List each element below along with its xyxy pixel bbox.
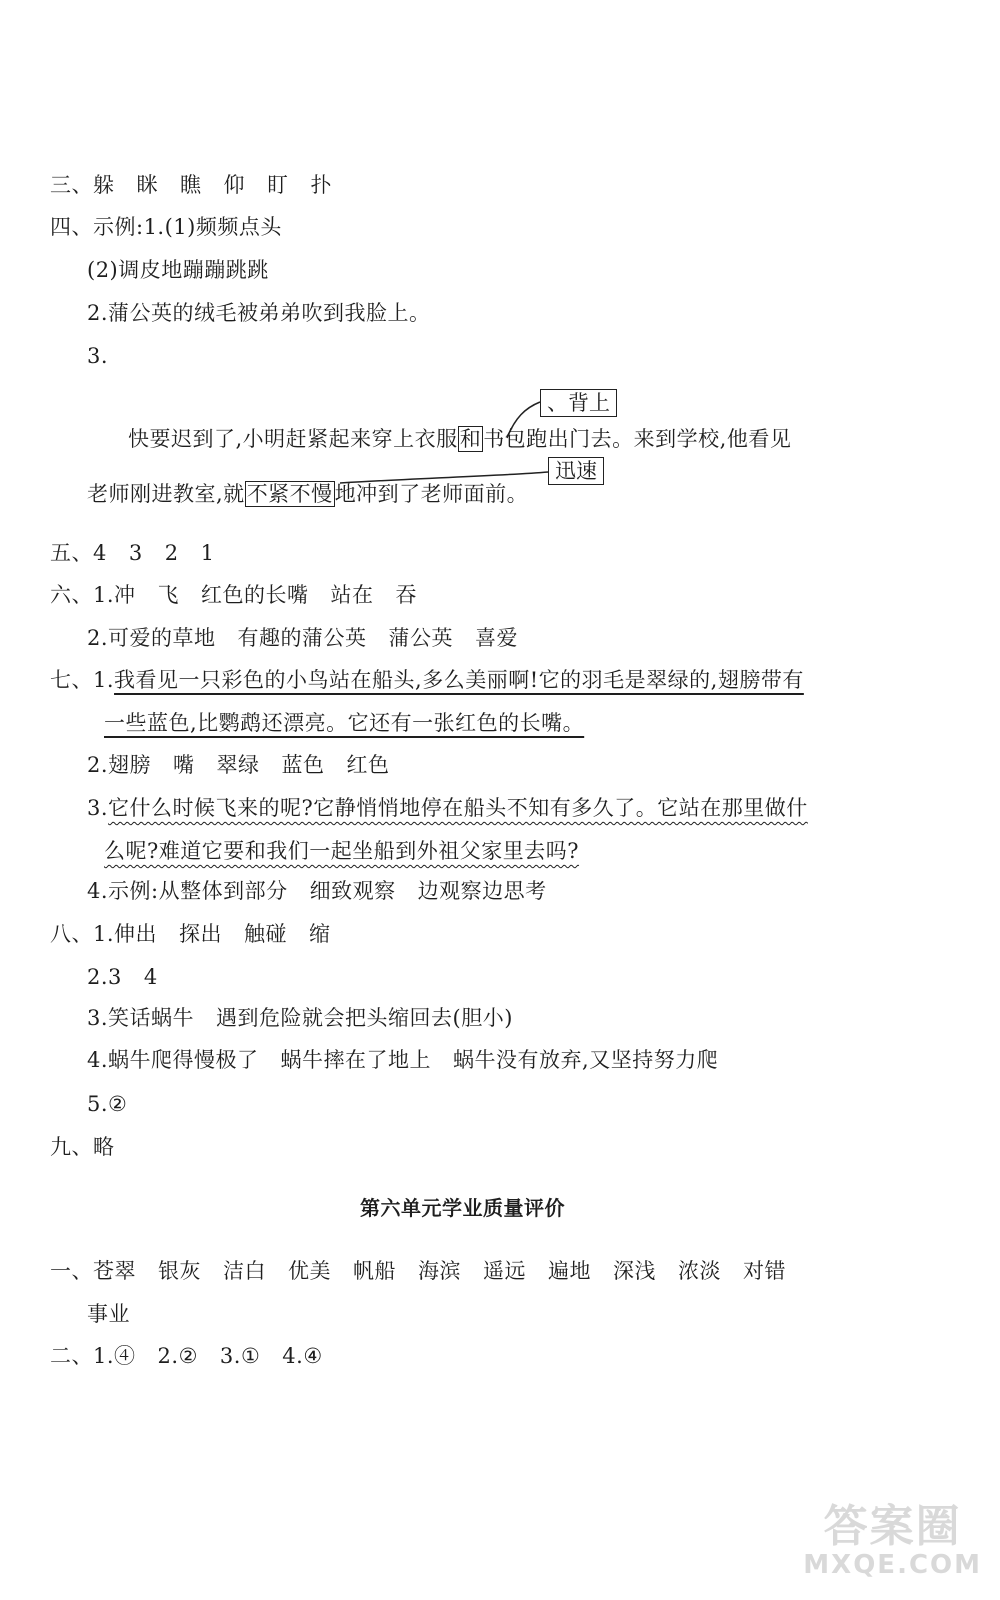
item: 银灰 bbox=[158, 1259, 201, 1283]
item: 优美 bbox=[288, 1259, 331, 1283]
item: 蓝色 bbox=[281, 753, 325, 777]
item: 洁白 bbox=[223, 1259, 266, 1283]
section-3-prefix: 三、 bbox=[50, 173, 93, 197]
item: 2 bbox=[164, 541, 179, 565]
watermark-logo bbox=[803, 1490, 982, 1580]
item: 苍翠 bbox=[93, 1259, 136, 1283]
item: 对错 bbox=[743, 1259, 786, 1283]
prefix: 4. bbox=[87, 1048, 109, 1072]
section-7-line-6 bbox=[87, 876, 547, 906]
prefix: 2. bbox=[87, 753, 109, 777]
item: 飞 bbox=[157, 583, 180, 607]
section-6-line-2 bbox=[87, 623, 518, 653]
section-7-line-3 bbox=[87, 750, 390, 780]
section-8-line-1 bbox=[50, 919, 331, 949]
paragraph-line-2 bbox=[87, 479, 528, 509]
item: 嘴 bbox=[173, 753, 195, 777]
item: 2.② bbox=[157, 1344, 198, 1368]
prefix: 二、 bbox=[50, 1344, 93, 1368]
section-7-line-1 bbox=[50, 665, 804, 695]
item: 翅膀 bbox=[108, 753, 152, 777]
item: 吞 bbox=[395, 583, 418, 607]
wavy-underlined-sentence: 它什么时候飞来的呢?它静悄悄地停在船头不知有多久了。它站在那里做什 bbox=[108, 796, 808, 820]
unit6-section-1-line-1 bbox=[50, 1256, 786, 1286]
section-4-line-4: 3. bbox=[87, 344, 109, 368]
item: 红色 bbox=[346, 753, 390, 777]
item: 海滨 bbox=[418, 1259, 461, 1283]
item: 翠绿 bbox=[216, 753, 260, 777]
prefix: 2. bbox=[87, 626, 109, 650]
watermark-bottom: MXQE.COM bbox=[803, 1550, 982, 1580]
item: 从整体到部分 bbox=[158, 879, 288, 903]
section-8-line-3 bbox=[87, 1003, 513, 1033]
item: 有趣的蒲公英 bbox=[237, 626, 367, 650]
word: 仰 bbox=[223, 173, 245, 197]
watermark-top: 答案圈 bbox=[823, 1501, 962, 1552]
item: 红色的长嘴 bbox=[201, 583, 309, 607]
prefix: 六、1. bbox=[50, 583, 115, 607]
item: 冲 bbox=[114, 583, 136, 607]
item: 深浅 bbox=[613, 1259, 656, 1283]
underlined-sentence: 我看见一只彩色的小鸟站在船头,多么美丽啊!它的羽毛是翠绿的,翅膀带有 bbox=[114, 668, 804, 692]
section-7-line-4 bbox=[87, 793, 808, 823]
section-4-line-3: 2.蒲公英的绒毛被弟弟吹到我脸上。 bbox=[87, 301, 431, 325]
prefix: 2. bbox=[87, 965, 109, 989]
word: 盯 bbox=[267, 173, 289, 197]
section-8-line-5: 5.② bbox=[87, 1092, 128, 1116]
prefix: 八、1. bbox=[50, 922, 115, 946]
text-segment: 地冲到了老师面前。 bbox=[334, 482, 529, 506]
prefix: 3. bbox=[87, 1006, 109, 1030]
section-9-line: 九、略 bbox=[50, 1135, 115, 1159]
word: 躲 bbox=[93, 173, 115, 197]
item: 遥远 bbox=[483, 1259, 526, 1283]
section-7-line-5 bbox=[104, 836, 579, 866]
item: 探出 bbox=[179, 922, 223, 946]
callout-insert: 、背上 bbox=[540, 389, 617, 417]
word: 眯 bbox=[136, 173, 158, 197]
section-6-line-1 bbox=[50, 580, 417, 610]
item: 浓淡 bbox=[678, 1259, 721, 1283]
section-5-prefix: 五、 bbox=[50, 541, 93, 565]
section-5-line bbox=[50, 538, 215, 568]
item: 蜗牛没有放弃,又坚持努力爬 bbox=[453, 1048, 719, 1072]
item: 4 bbox=[143, 965, 158, 989]
text-segment: 老师刚进教室,就 bbox=[87, 482, 245, 506]
section-7-line-2 bbox=[104, 708, 584, 738]
prefix: 一、 bbox=[50, 1259, 93, 1283]
item: 帆船 bbox=[353, 1259, 396, 1283]
item: 3 bbox=[108, 965, 122, 989]
item: 细致观察 bbox=[309, 879, 396, 903]
item: 3 bbox=[128, 541, 143, 565]
section-4-line-1: 四、示例:1.(1)频频点头 bbox=[50, 215, 282, 239]
item: 遇到危险就会把头缩回去(胆小) bbox=[216, 1006, 513, 1030]
item: 触碰 bbox=[244, 922, 288, 946]
word: 瞧 bbox=[180, 173, 202, 197]
item: 蜗牛摔在了地上 bbox=[280, 1048, 432, 1072]
prefix: 七、1. bbox=[50, 668, 115, 692]
prefix: 4.示例: bbox=[87, 879, 159, 903]
section-8-line-2 bbox=[87, 962, 158, 992]
item: 1 bbox=[200, 541, 215, 565]
item: 3.① bbox=[219, 1344, 261, 1368]
item: 4 bbox=[93, 541, 107, 565]
unit6-section-1-line-2: 事业 bbox=[87, 1302, 130, 1326]
item: 1.④ bbox=[93, 1344, 136, 1368]
item: 蒲公英 bbox=[388, 626, 454, 650]
boxed-phrase: 不紧不慢 bbox=[246, 482, 333, 506]
item: 4.④ bbox=[282, 1344, 323, 1368]
paragraph-line-1 bbox=[128, 424, 791, 454]
word: 扑 bbox=[310, 173, 332, 197]
callout-replace: 迅速 bbox=[548, 457, 604, 485]
unit-6-title: 第六单元学业质量评价 bbox=[360, 1196, 565, 1220]
text-segment: 快要迟到了,小明赶紧起来穿上衣服 bbox=[128, 427, 458, 451]
item: 可爱的草地 bbox=[108, 626, 216, 650]
item: 伸出 bbox=[114, 922, 158, 946]
section-4-line-2: (2)调皮地蹦蹦跳跳 bbox=[87, 258, 269, 282]
item: 笑话蜗牛 bbox=[108, 1006, 195, 1030]
unit6-section-2-line bbox=[50, 1341, 323, 1371]
item: 站在 bbox=[330, 583, 374, 607]
item: 遍地 bbox=[548, 1259, 591, 1283]
underlined-sentence: 一些蓝色,比鹦鹉还漂亮。它还有一张红色的长嘴。 bbox=[104, 711, 585, 735]
prefix: 3. bbox=[87, 796, 109, 820]
item: 边观察边思考 bbox=[417, 879, 547, 903]
wavy-underlined-sentence: 么呢?难道它要和我们一起坐船到外祖父家里去吗? bbox=[104, 839, 580, 863]
item: 喜爱 bbox=[475, 626, 519, 650]
item: 蜗牛爬得慢极了 bbox=[108, 1048, 259, 1072]
section-8-line-4 bbox=[87, 1045, 718, 1075]
item: 缩 bbox=[309, 922, 331, 946]
text-segment: 书包跑出门去。来到学校,他看见 bbox=[483, 427, 792, 451]
boxed-word: 和 bbox=[459, 427, 482, 451]
